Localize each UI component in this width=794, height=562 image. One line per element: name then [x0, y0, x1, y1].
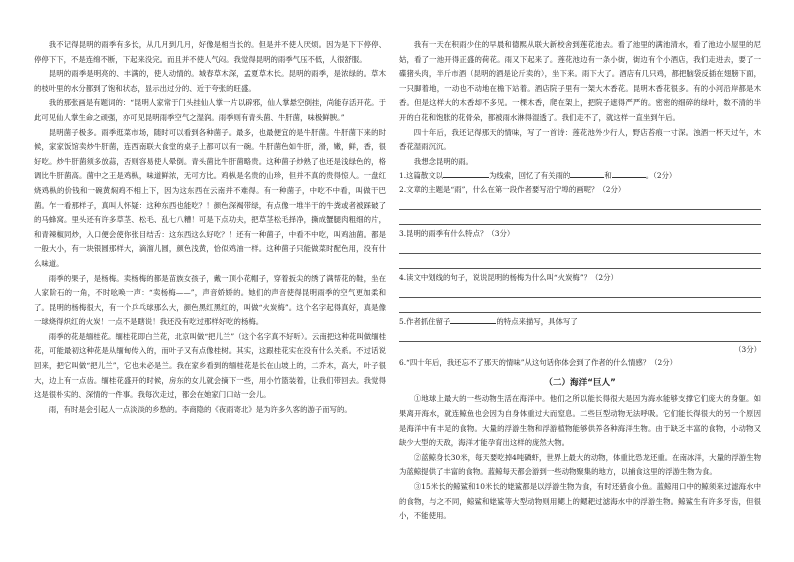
- right-paragraph-2: 四十年后，我还记得那天的情味，写了一首诗：莲花池外少行人，野店苔痕一寸深。浊酒一杯天过午，木香花湿雨沉沉。: [399, 127, 761, 152]
- left-paragraph-7: 雨，有时是会引起人一点淡淡的乡愁的。李商隐的《夜雨寄北》是为许多久客的游子而写的。: [48, 404, 352, 414]
- answer-blank[interactable]: [443, 169, 489, 178]
- answer-line[interactable]: [399, 241, 761, 254]
- answer-line[interactable]: [399, 300, 761, 313]
- left-paragraph-5: 雨季的果子，是杨梅。卖杨梅的都是苗族女孩子，戴一顶小花帽子，穿着扳尖的绣了满帮花的鞋，坐在人家阶石的一角，不时吆唤一声：“卖杨梅——”，声音娇娇的。她们的声音使得昆明雨季的空气更加柔和了。昆明的杨梅很大，有一个乒乓球那么大，颜色黑红黑红的，叫做“火炭梅”。这个名字起得真好，真是像一球烧得炽红的火炭！一点不是瞎说！我还没有吃过那样好吃的杨梅。: [34, 273, 386, 327]
- answer-blank[interactable]: [612, 169, 646, 178]
- left-paragraph-4: 昆明菌子极多。雨季逛菜市场，随时可以看到各种菌子。最多，也最便宜的是牛肝菌。牛肝菌下来的时候，家家饭馆卖炒牛肝菌，连西南联大食堂的桌子上都可以有一碗。牛肝菌色如牛肝，滑，嫩，鲜，香，很好吃。炒牛肝菌须多放蒜，否则容易使人晕倒。青头菌比牛肝菌略贵。这种菌子炒熟了也还是浅绿色的，格调比牛肝菌高。菌中之王是鸡枞，味道鲜浓，无可方比。鸡枞是名贵的山珍，但并不真的贵得惊人。一盘红烧鸡枞的价钱和一碗黄焖鸡不相上下，因为这东西在云南并不难得。有一种菌子，中吃不中看，叫做干巴菌。乍一看那样子，真叫人怀疑：这种东西也能吃？！颜色深褐带绿，有点像一堆半干的牛粪或者被踩破了的马蜂窝。里头还有许多草茎、松毛、乱七八糟！可是下点功夫，把草茎松毛择净，撕成蟹腿肉粗细的片，和青辣椒同炒，入口便会使你张目结舌：这东西这么好吃？！还有一种菌子，中看不中吃，叫鸡油菌。都是一般大小，有一块银圆那样大，滴溜儿圆，颜色浅黄，恰似鸡油一样。这种菌子只能做菜时配色用，没有什么味道。: [34, 127, 386, 268]
- question-5-prefix: 5.作者抓住留子: [399, 317, 451, 327]
- question-1: [399, 169, 761, 183]
- left-paragraph-2: 昆明的雨季是明亮的、丰满的，使人动情的。城春草木深，孟夏草木长。昆明的雨季，是浓绿的。草木的枝叶里的水分都到了饱和状态，显示出过分的、近于夸张的旺盛。: [34, 69, 386, 93]
- answer-line[interactable]: [399, 256, 761, 269]
- question-1-mid: 为线索，回忆了有关雨的: [489, 171, 571, 181]
- question-1-and: 和: [604, 171, 612, 181]
- left-column: [34, 38, 386, 417]
- answer-line[interactable]: [399, 285, 761, 298]
- section-2-paragraph-3: ③15米长的鲸鲨和10米长的姥鲨都是以浮游生物为食，有时还猎食小鱼。蓝鲸用口中的鲸须来过滤海水中的食物，与之不同，鲸鲨和姥鲨等大型动物则用鳃上的鳃耙过滤海水中的浮游生物。鲸鲨生有许多牙齿，但很小，不能使用。: [399, 481, 761, 521]
- question-5-mid: 的特点来描写，具体写了: [496, 317, 578, 327]
- answer-blank[interactable]: [450, 315, 496, 324]
- question-3: 3.昆明的雨季有什么特点？（3分）: [399, 229, 515, 239]
- question-6: 6.“四十年后，我还忘不了那天的情味”从这句话你体会到了作者的什么情感？（2分）: [399, 358, 677, 368]
- left-paragraph-3: 我的那张画是有题词的：“昆明人家常于门头挂仙人掌一片以辟邪，仙人掌悬空倒挂，尚能存活开花。于此可见仙人掌生命之顽强，亦可见昆明雨季空气之湿润。雨季则有青头菌、牛肝菌，味极鲜腴。”: [34, 98, 386, 122]
- section-2-paragraph-2: ②蓝鲸身长30米，每天要吃掉4吨磷虾，世界上最大的动物，体重比恐龙还重。在南冰洋，大量的浮游生物为蓝鲸提供了丰富的食物。蓝鲸每天都会游到一些动物聚集的地方，以捕食这里的浮游生物为食。: [399, 452, 761, 477]
- answer-line[interactable]: [399, 212, 761, 225]
- right-paragraph-1: 我有一天在积雨少住的早晨和德熙从联大新校舍到莲花池去。看了池里的满池清水，看了池边小屋里的尼姑，看了一池开得正盛的荷花。雨又下起来了。莲花池边有一条小街，街边有个小酒店，我们走进去，要了一碟猪头肉，半斤市酒（昆明的酒是论斤卖的），坐下来。雨下大了。酒店有几只鸡，都把脑袋反插在翅膀下面，一只脚着地，一动也不动地在檐下站着。酒店院子里有一架大木香花。昆明木香花很多。有的小河沿岸都是木香。但是这样大的木香却不多见。一棵木香，爬在架上，把院子遮得严严的。密密的细碎的绿叶，数不清的半开的白花和饱胀的花骨朵，都被雨水淋得湿透了。我们走不了，就这样一直坐到午后。: [399, 40, 761, 122]
- question-1-prefix: 1.这篇散文以: [399, 171, 444, 181]
- question-2: 2.文章的主题是“雨”，什么在第一段作者要写沿宁埠的画呢？（2分）: [399, 185, 626, 195]
- answer-line[interactable]: [399, 329, 761, 342]
- section-2-paragraph-1: ①地球上最大的一些动物生活在海洋中。他们之所以能长得很大是因为海水能够支撑它们庞大的身躯。如果离开海水，就连鲸鱼也会因为自身体重过大而窒息。二些巨型动物无法呼吸。它们能长得很大的另一个原因是海洋中有丰足的食物。大量的浮游生物和浮游植物能够供养各种海洋生物。由于缺乏丰富的食物，小动物又缺少大型的天敌，海洋才能孕育出这样的庞然大物。: [399, 394, 761, 448]
- question-5: [399, 315, 761, 329]
- question-1-score: 。（2分）: [645, 171, 677, 181]
- question-4: 4.读文中划线的句子，说说昆明的杨梅为什么叫“火炭梅”？（2分）: [399, 273, 618, 283]
- answer-blank[interactable]: [570, 169, 604, 178]
- right-column: [399, 38, 761, 524]
- right-paragraph-3: 我想念昆明的雨。: [413, 156, 473, 166]
- question-5-score: （3分）: [734, 345, 761, 355]
- section-2-title: （二）海洋“巨人”: [544, 378, 616, 389]
- left-paragraph-6: 雨季的花是缅桂花。缅桂花即白兰花，北京叫做“把儿兰”（这个名字真不好听）。云南把这种花叫做缅桂花，可能最初这种花是从缅甸传入的，而叶子又有点像桂树。其实，这跟桂花实在没有什么关系。不过话说回来，把它叫做“把儿兰”，它也未必是兰。我在家乡看到的缅桂花是长在山坡上的，二乔木，高大，叶子很大，边上有一点齿。缅桂花盛开的时候，房东的女儿就会摘下一些，用小竹篮装着，让我们带回去。我觉得这是很朴实的、深情的一件事。我每次走过，都会在她家门口站一会儿。: [34, 331, 386, 400]
- answer-line[interactable]: [399, 197, 761, 210]
- left-paragraph-1: 我不记得昆明的雨季有多长，从几月到几月，好像是相当长的。但是并不使人厌烦。因为是下下停停、停停下下，不是连绵不断，下起来没完。而且并不使人气闷。我觉得昆明的雨季气压不低，人很舒服。: [34, 40, 386, 64]
